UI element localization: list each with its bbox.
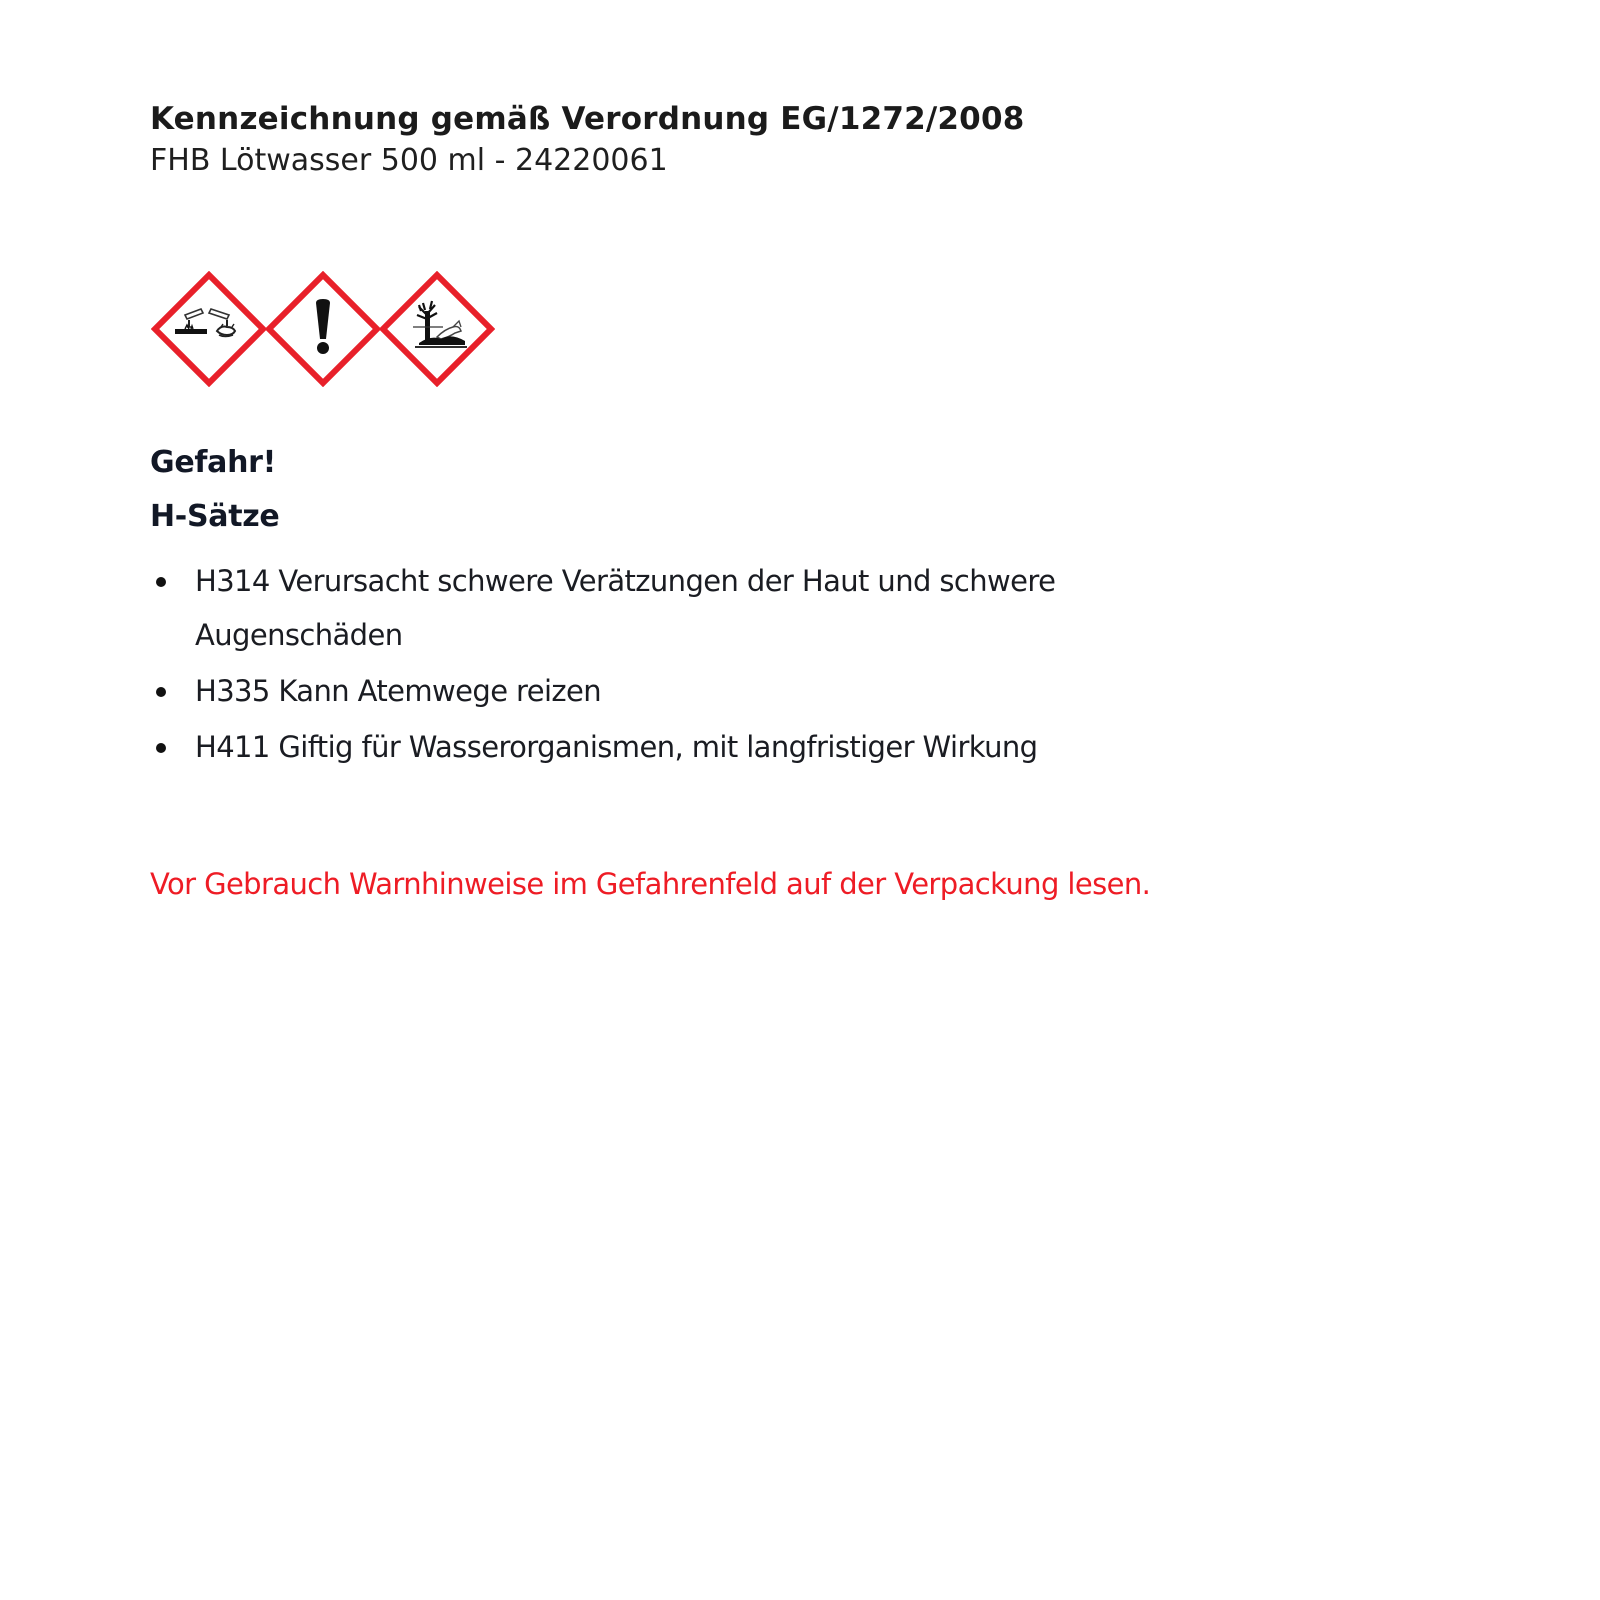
warning-note: Vor Gebrauch Warnhinweise im Gefahrenfeld auf der Verpackung lesen. [150,867,1151,901]
h-statement-item [150,554,1200,662]
bullet-icon [156,687,166,697]
bullet-icon [156,743,166,753]
document-title: Kennzeichnung gemäß Verordnung EG/1272/2008 [150,101,1025,137]
ghs-pictogram-row [151,271,493,387]
ghs07-exclamation-mark-icon [265,271,379,387]
ghs05-corrosion-icon [151,271,265,387]
h-statement-item [150,720,1200,774]
bullet-icon [156,577,166,587]
product-subtitle: FHB Lötwasser 500 ml - 24220061 [150,143,668,178]
h-statements-list [150,554,1200,776]
h-statement-text: H335 Kann Atemwege reizen [195,674,602,708]
ghs09-environment-icon [379,271,493,387]
h-statements-heading: H-Sätze [150,499,280,534]
h-statement-text: H411 Giftig für Wasserorganismen, mit langfristiger Wirkung [195,730,1038,764]
h-statement-item [150,664,1200,718]
signal-word: Gefahr! [150,445,277,480]
h-statement-text: H314 Verursacht schwere Verätzungen der Haut und schwere Augenschäden [195,564,1056,652]
